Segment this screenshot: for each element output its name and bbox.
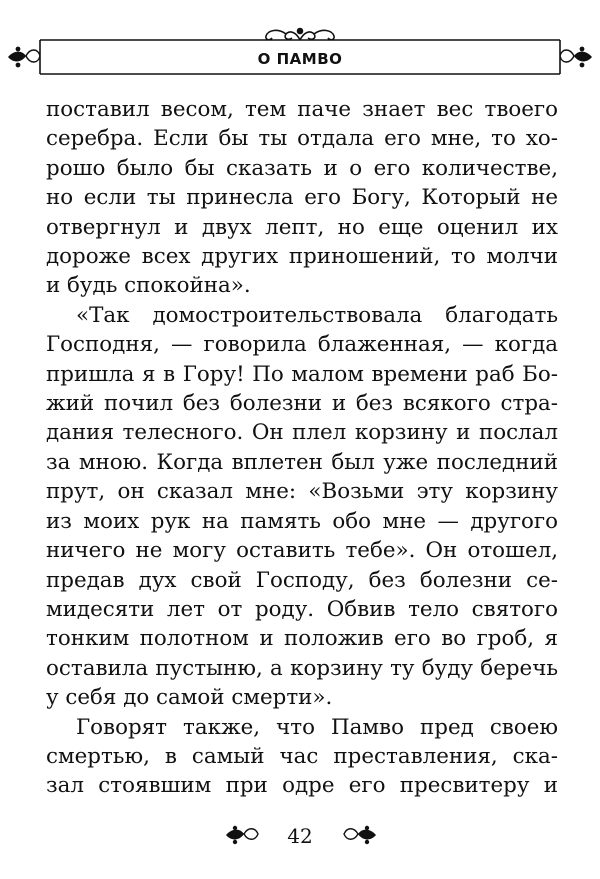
text-line: тонким полотном и положив его во гроб, я bbox=[46, 626, 558, 652]
text-line: зал стоявшим при одре его пресвитеру и bbox=[46, 773, 558, 799]
fleuron-right-icon bbox=[340, 820, 380, 850]
text-line: дания телесного. Он плел корзину и послал bbox=[46, 420, 558, 446]
running-title: О ПАМВО bbox=[257, 50, 343, 68]
page-footer bbox=[0, 820, 600, 860]
text-line: мидесяти лет от роду. Обвив тело святого bbox=[46, 596, 558, 622]
text-line: серебра. Если бы ты отдала его мне, то хо- bbox=[46, 126, 558, 152]
paragraph-1 bbox=[46, 95, 558, 301]
header-rules bbox=[0, 0, 600, 90]
text-line: Господня, — говорила блаженная, — когда bbox=[46, 332, 558, 358]
text-line: оставила пустыню, а корзину ту буду беречь bbox=[46, 655, 558, 681]
page-number: 42 bbox=[287, 824, 313, 848]
text-line: пришла я в Гору! По малом времени раб Бо- bbox=[46, 361, 558, 387]
text-line: дороже всех других приношений, то молчи bbox=[46, 244, 558, 270]
text-line: и будь спокойна». bbox=[46, 273, 251, 299]
running-header bbox=[0, 0, 600, 90]
paragraph-2 bbox=[46, 301, 558, 713]
text-line: но если ты принесла его Богу, Который не bbox=[46, 185, 558, 211]
text-line: смертью, в самый час преставления, ска- bbox=[46, 743, 558, 769]
text-line: отвергнул и двух лепт, но еще оценил их bbox=[46, 214, 558, 240]
text-line: из моих рук на память обо мне — другого bbox=[46, 508, 558, 534]
body-text bbox=[46, 95, 558, 801]
text-line: рошо было бы сказать и о его количестве, bbox=[46, 155, 558, 181]
text-line: поставил весом, тем паче знает вес твоего bbox=[46, 97, 558, 122]
text-line: предав дух свой Господу, без болезни се- bbox=[46, 567, 558, 593]
crown-scroll-ornament-icon bbox=[266, 29, 334, 41]
paragraph-3 bbox=[46, 713, 558, 801]
text-line: жий почил без болезни и без всякого стра- bbox=[46, 391, 558, 417]
text-line: у себя до самой смерти». bbox=[46, 685, 333, 711]
text-line: «Так домостроительствовала благодать bbox=[76, 302, 558, 328]
text-line: прут, он сказал мне: «Возьми эту корзину bbox=[46, 479, 558, 505]
text-line: за мною. Когда вплетен был уже последний bbox=[46, 449, 558, 475]
text-line: Говорят также, что Памво пред своею bbox=[76, 714, 558, 740]
text-line: ничего не могу оставить тебе». Он отошел, bbox=[46, 538, 558, 564]
